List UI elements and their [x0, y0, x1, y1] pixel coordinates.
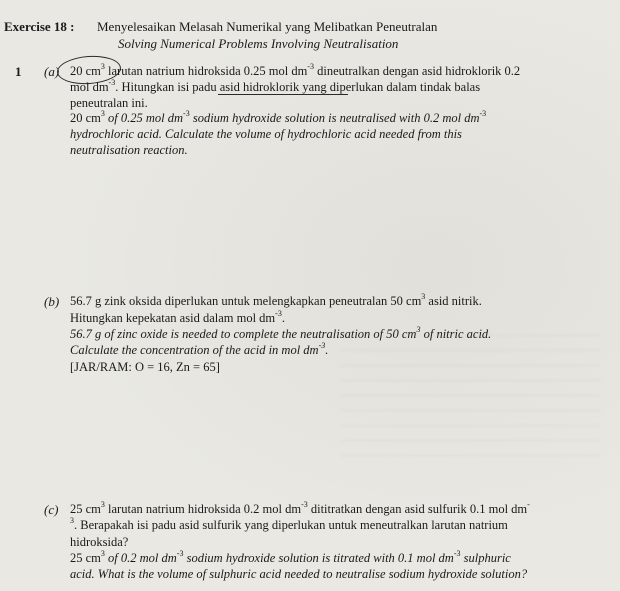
part-b-ms-line-1: [70, 291, 482, 309]
superscript: 3: [100, 108, 105, 118]
superscript: 3: [100, 548, 105, 558]
text-span: dineutralkan dengan asid hidroklorik 0.2: [313, 64, 521, 78]
text-span: of nitric acid.: [420, 327, 492, 341]
superscript: -3: [176, 548, 184, 558]
part-b-en-line-2: [70, 340, 329, 358]
superscript: 3: [100, 499, 105, 509]
superscript: 3: [416, 324, 421, 334]
question-number: 1: [15, 64, 22, 79]
text-span: .: [281, 311, 285, 325]
part-c-ms-line-3: hidroksida?: [70, 535, 129, 549]
text-span: 56.7 g zink oksida diperlukan untuk melengkapkan peneutralan 50 cm: [70, 294, 422, 308]
text-span: Hitungkan kepekatan asid dalam mol dm: [70, 311, 276, 325]
superscript: -3: [453, 548, 461, 558]
text-span: 20 cm: [70, 111, 101, 125]
superscript: -3: [183, 108, 190, 118]
exercise-label: Exercise 18 :: [4, 19, 75, 34]
part-c-en-line-1: [70, 548, 511, 566]
text-span: larutan natrium hidroksida 0.2 mol dm: [104, 502, 302, 516]
text-span: 20 cm: [70, 64, 101, 78]
part-a-en-line-1: [70, 108, 487, 126]
text-span: mol dm: [70, 80, 109, 94]
faded-show-through-text: [340, 330, 600, 470]
part-a-label: (a): [44, 64, 60, 79]
superscript: -3: [108, 77, 116, 87]
part-a-en-line-2: hydrochloric acid. Calculate the volume of hydrochloric acid needed from this: [70, 127, 462, 141]
text-span: sulphuric: [460, 551, 511, 565]
part-c-label: (c): [44, 502, 59, 517]
text-span: of 0.25 mol dm: [104, 111, 184, 125]
part-a-ms-line-1: [70, 61, 521, 79]
superscript: -3: [318, 340, 326, 350]
superscript: -3: [275, 308, 282, 318]
part-b-ram-note: [JAR/RAM: O = 16, Zn = 65]: [70, 360, 220, 374]
text-span: dititratkan dengan asid sulfurik 0.1 mol dm: [307, 502, 528, 516]
text-span: . Berapakah isi padu asid sulfurik yang diperlukan untuk meneutralkan larutan natrium: [74, 518, 508, 532]
text-span: sodium hydroxide solution is neutralised with 0.2 mol dm: [189, 111, 480, 125]
part-c-ms-line-1: [70, 499, 530, 517]
text-span: larutan natrium hidroksida 0.25 mol dm: [104, 64, 308, 78]
exercise-title-ms: Menyelesaikan Melasah Numerikal yang Melibatkan Peneutralan: [97, 19, 438, 34]
text-span: of 0.2 mol dm: [104, 551, 177, 565]
text-span: Calculate the concentration of the acid in mol dm: [70, 343, 319, 357]
text-span: 25 cm: [70, 502, 101, 516]
superscript: 3: [100, 61, 105, 71]
superscript: -3: [301, 499, 308, 509]
part-b-ms-line-2: [70, 308, 285, 326]
superscript: 3: [70, 515, 74, 525]
text-span: sodium hydroxide solution is titrated with 0.1 mol dm: [183, 551, 454, 565]
handwritten-underline: [218, 94, 348, 95]
superscript: -: [527, 499, 530, 509]
exercise-title-en: Solving Numerical Problems Involving Neutralisation: [118, 36, 399, 51]
part-c-en-line-2: acid. What is the volume of sulphuric acid needed to neutralise sodium hydroxide solution?: [70, 567, 528, 581]
part-b-label: (b): [44, 294, 60, 309]
text-span: .: [325, 343, 329, 357]
text-span: 56.7 g of zinc oxide is needed to complete the neutralisation of 50 cm: [70, 327, 417, 341]
part-a-ms-line-3: peneutralan ini.: [70, 96, 148, 110]
superscript: -3: [479, 108, 487, 118]
part-c-ms-line-2: [70, 515, 508, 533]
superscript: 3: [421, 291, 426, 301]
part-a-en-line-3: neutralisation reaction.: [70, 143, 188, 157]
text-span: asid nitrik.: [425, 294, 482, 308]
text-span: 25 cm: [70, 551, 101, 565]
part-a-ms-line-2: [70, 77, 481, 95]
superscript: -3: [307, 61, 314, 71]
text-span: . Hitungkan isi padu asid hidroklorik yang diperlukan dalam tindak balas: [115, 80, 481, 94]
